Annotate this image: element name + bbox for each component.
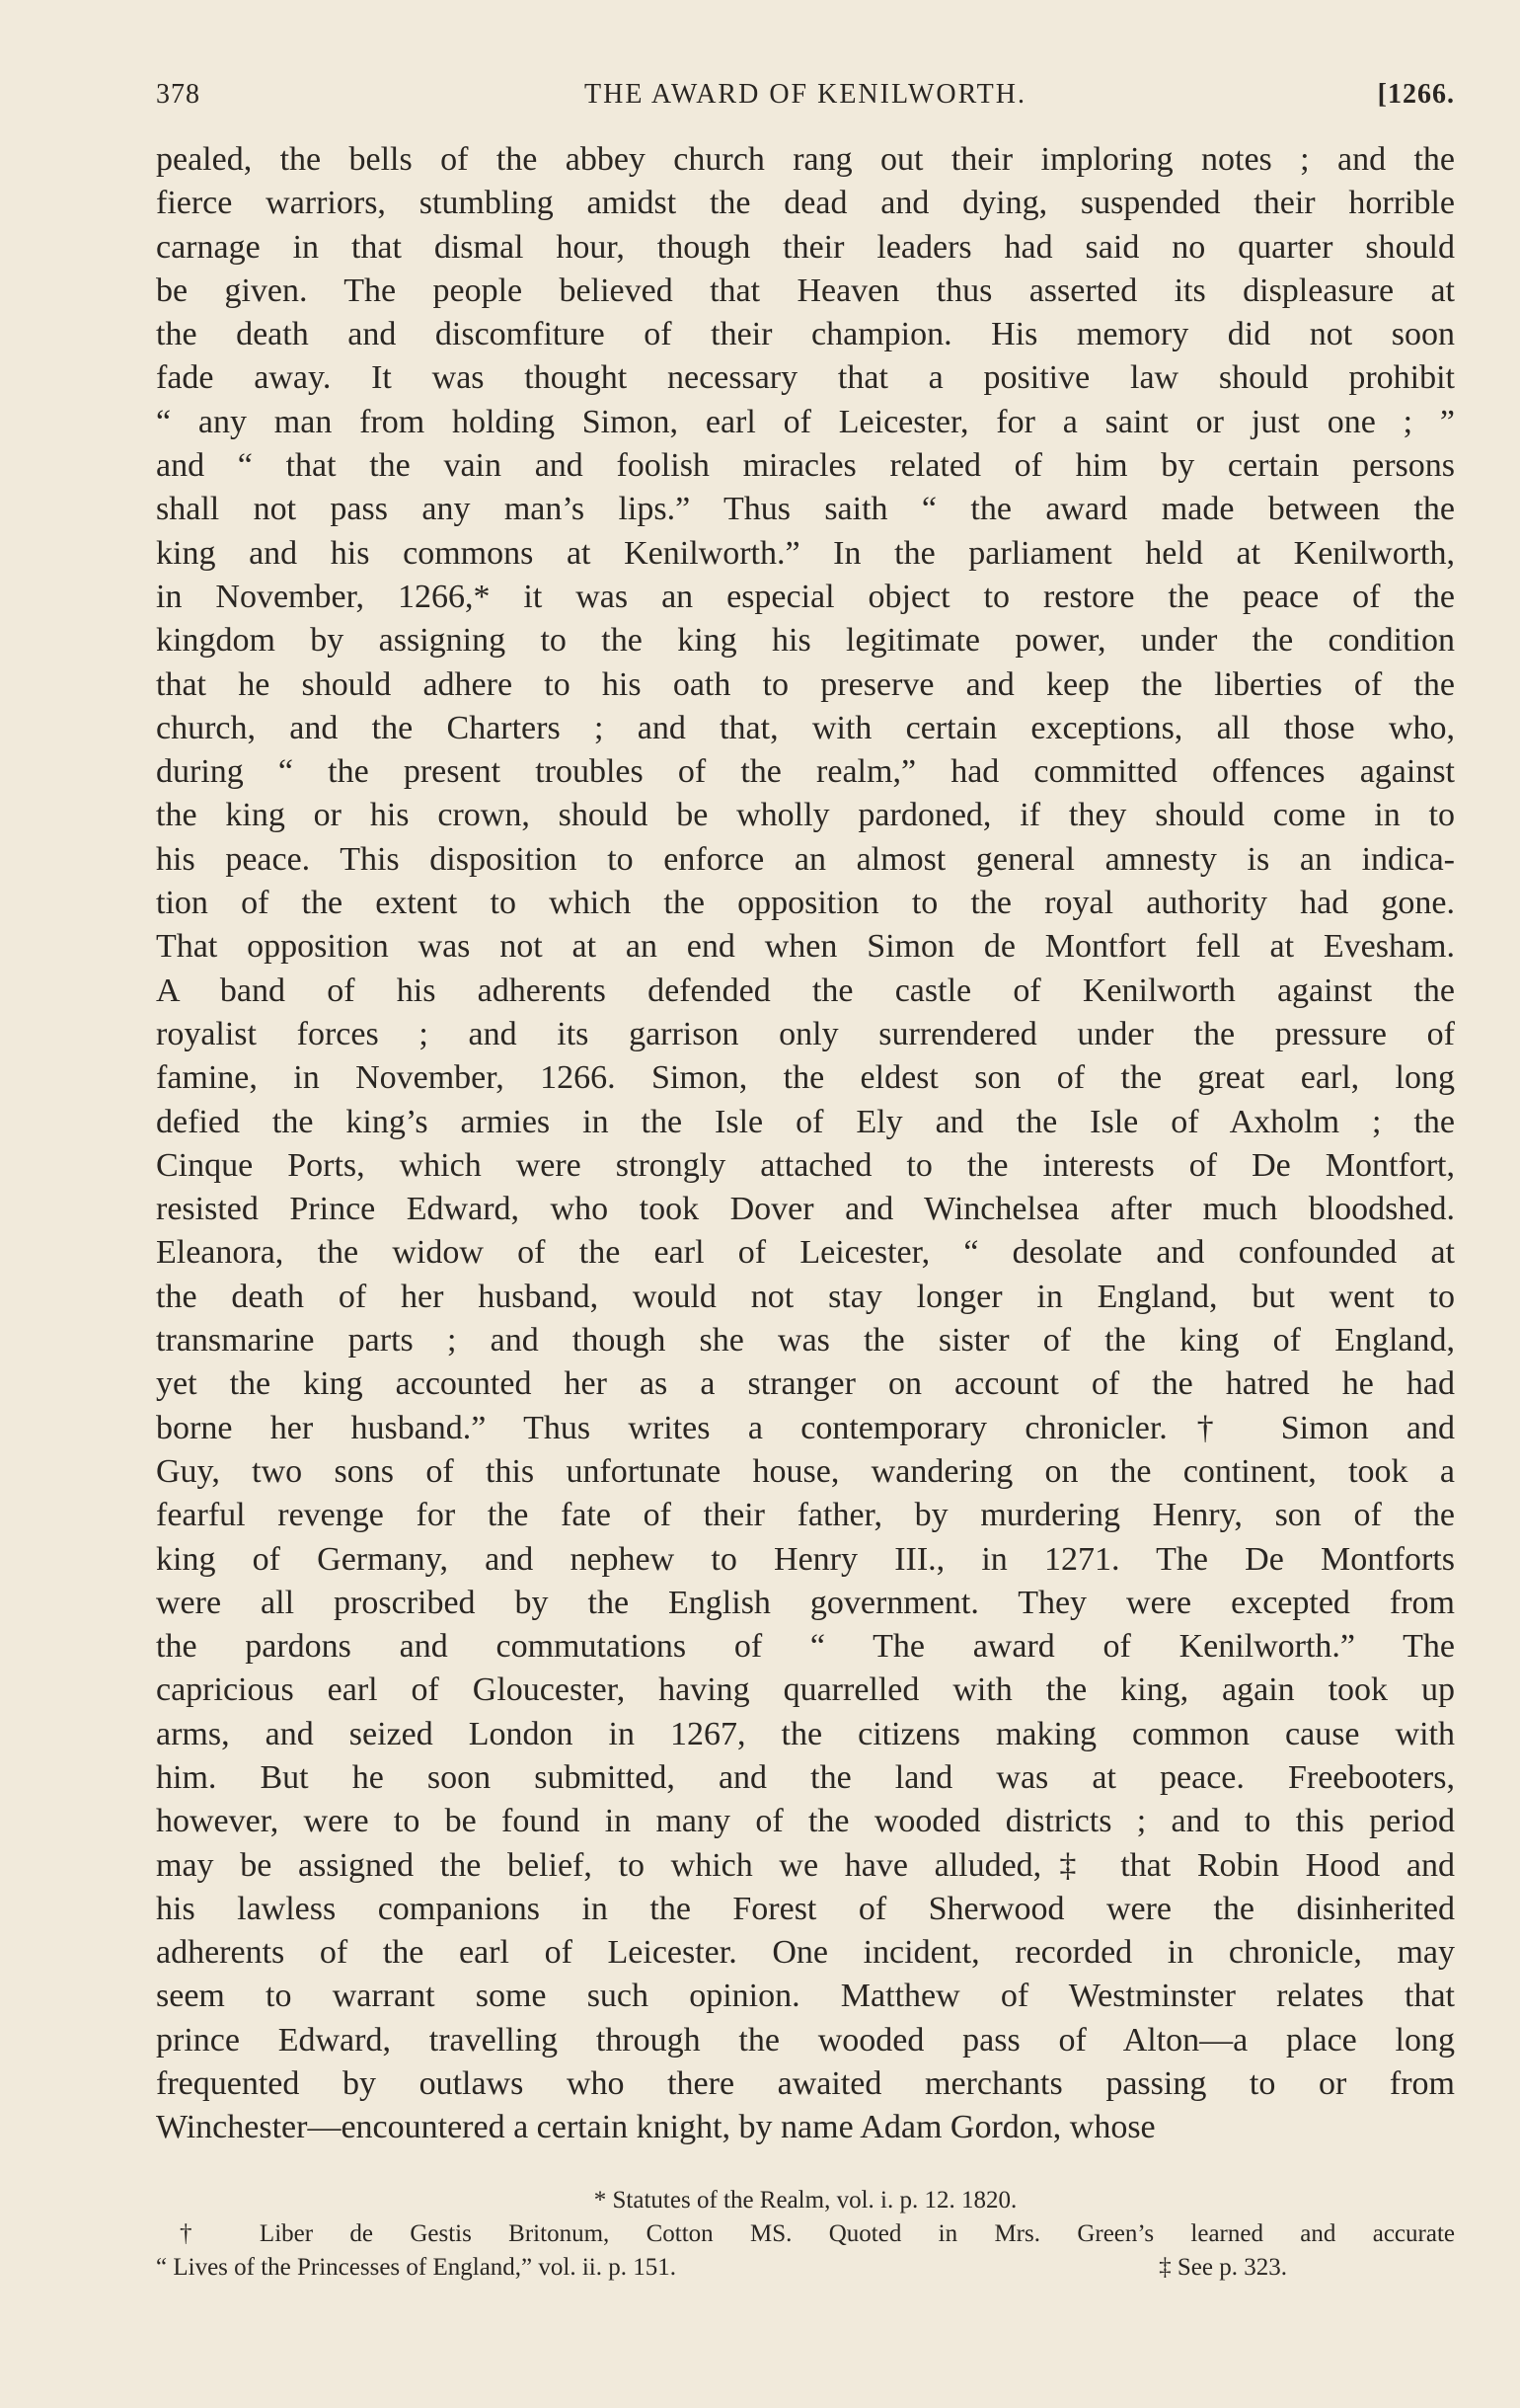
text-line: seem to warrant some such opinion. Matthew of Westminster relates that	[156, 1978, 1455, 2015]
text-line: Eleanora, the widow of the earl of Leicester, “ desolate and confounded at	[156, 1234, 1455, 1272]
text-line: carnage in that dismal hour, though their leaders had said no quarter should	[156, 228, 1455, 266]
text-line: yet the king accounted her as a stranger on account of the hatred he had	[156, 1365, 1455, 1403]
text-line: may be assigned the belief, to which we have alluded,‡ that Robin Hood and	[156, 1846, 1455, 1884]
text-line: were all proscribed by the English government. They were excepted from	[156, 1584, 1455, 1621]
text-line: fearful revenge for the fate of their father, by murdering Henry, son of the	[156, 1497, 1455, 1534]
footnote-star: * Statutes of the Realm, vol. i. p. 12. 1820.	[593, 2187, 1018, 2214]
text-line: however, were to be found in many of the wooded districts ; and to this period	[156, 1803, 1455, 1840]
text-line: the king or his crown, should be wholly pardoned, if they should come in to	[156, 797, 1455, 834]
text-line: kingdom by assigning to the king his legitimate power, under the condition	[156, 622, 1455, 660]
text-line: transmarine parts ; and though she was the sister of the king of England,	[156, 1322, 1455, 1359]
text-line: in November, 1266,* it was an especial object to restore the peace of the	[156, 578, 1455, 615]
text-line: frequented by outlaws who there awaited merchants passing to or from	[156, 2065, 1455, 2103]
text-line: Guy, two sons of this unfortunate house, wandering on the continent, took a	[156, 1452, 1455, 1490]
text-line: resisted Prince Edward, who took Dover and Winchelsea after much bloodshed.	[156, 1191, 1455, 1228]
text-line: fierce warriors, stumbling amidst the dead and dying, suspended their horrible	[156, 185, 1455, 222]
text-line: shall not pass any man’s lips.” Thus saith “ the award made between the	[156, 491, 1455, 528]
text-line: borne her husband.” Thus writes a contemporary chronicler.† Simon and	[156, 1409, 1455, 1446]
text-line: during “ the present troubles of the realm,” had committed offences against	[156, 753, 1455, 791]
text-line: and “ that the vain and foolish miracles related of him by certain persons	[156, 447, 1455, 485]
text-line: Winchester—encountered a certain knight, by name Adam Gordon, whose	[156, 2109, 1156, 2146]
footnotes	[156, 2184, 1455, 2285]
text-line: fade away. It was thought necessary that a positive law should prohibit	[156, 359, 1455, 397]
text-line: royalist forces ; and its garrison only surrendered under the pressure of	[156, 1015, 1455, 1052]
text-line: defied the king’s armies in the Isle of Ely and the Isle of Axholm ; the	[156, 1103, 1455, 1140]
running-title: THE AWARD OF KENILWORTH.	[584, 79, 1026, 110]
text-line: famine, in November, 1266. Simon, the eldest son of the great earl, long	[156, 1059, 1455, 1097]
footnote-dagger-line-2: “ Lives of the Princesses of England,” vol. ii. p. 151.	[156, 2254, 676, 2281]
text-line: capricious earl of Gloucester, having quarrelled with the king, again took up	[156, 1671, 1455, 1709]
text-line: the death and discomfiture of their champion. His memory did not soon	[156, 316, 1455, 353]
text-line: church, and the Charters ; and that, with certain exceptions, all those who,	[156, 709, 1455, 746]
text-line: king of Germany, and nephew to Henry III., in 1271. The De Montforts	[156, 1540, 1455, 1578]
text-line: that he should adhere to his oath to preserve and keep the liberties of the	[156, 665, 1455, 703]
body-text	[156, 138, 1455, 2150]
text-line: Cinque Ports, which were strongly attached to the interests of De Montfort,	[156, 1146, 1455, 1184]
text-line: “ any man from holding Simon, earl of Leicester, for a saint or just one ; ”	[156, 403, 1455, 440]
running-header	[156, 75, 1455, 115]
text-line: adherents of the earl of Leicester. One incident, recorded in chronicle, may	[156, 1934, 1455, 1972]
text-line: pealed, the bells of the abbey church rang out their imploring notes ; and the	[156, 141, 1455, 178]
text-line: the death of her husband, would not stay longer in England, but went to	[156, 1278, 1455, 1315]
text-line: king and his commons at Kenilworth.” In the parliament held at Kenilworth,	[156, 534, 1455, 572]
text-line: him. But he soon submitted, and the land was at peace. Freebooters,	[156, 1758, 1455, 1796]
footnote-dagger-continued	[156, 2251, 1455, 2285]
page-number: 378	[156, 79, 200, 110]
text-line: prince Edward, travelling through the wooded pass of Alton—a place long	[156, 2021, 1455, 2058]
text-line: tion of the extent to which the opposition to the royal authority had gone.	[156, 885, 1455, 922]
text-line: A band of his adherents defended the castle of Kenilworth against the	[156, 971, 1455, 1009]
text-line: the pardons and commutations of “ The award of Kenilworth.” The	[156, 1628, 1455, 1666]
footnote-double-dagger: ‡ See p. 323.	[1159, 2254, 1287, 2281]
text-line: be given. The people believed that Heaven thus asserted its displeasure at	[156, 272, 1455, 309]
text-line: his lawless companions in the Forest of Sherwood were the disinherited	[156, 1890, 1455, 1927]
header-year: [1266.	[1377, 79, 1455, 110]
text-line: arms, and seized London in 1267, the citizens making common cause with	[156, 1715, 1455, 1752]
footnote-dagger: † Liber de Gestis Britonum, Cotton MS. Quoted in Mrs. Green’s learned and accurate	[180, 2220, 1455, 2247]
text-line: his peace. This disposition to enforce an almost general amnesty is an indica-	[156, 840, 1455, 878]
text-line: That opposition was not at an end when Simon de Montfort fell at Evesham.	[156, 928, 1455, 966]
